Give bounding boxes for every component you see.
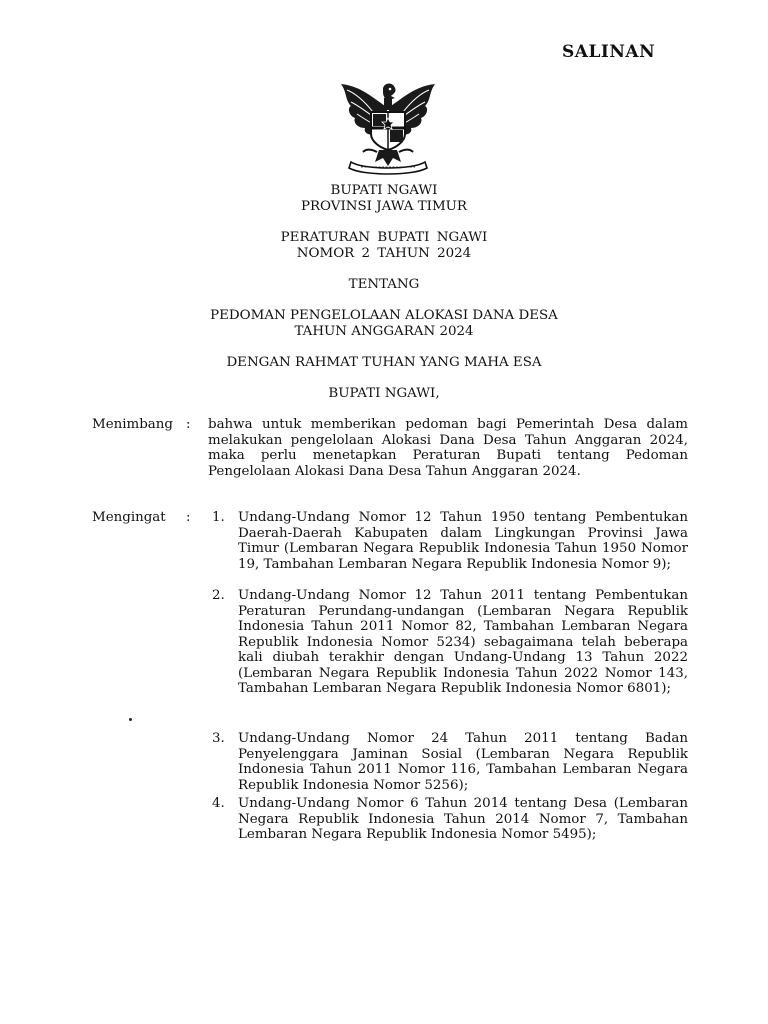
mengingat-item-2-text: Undang-Undang Nomor 12 Tahun 2011 tentang Pembentukan Peraturan Perundang-undangan (Lembaran Negara Republik Indonesia Tahun 2011 Nomor 82, Tambahan Lembaran Negara Republik Indonesia Nomor 5234) sebagaimana telah beberapa kali diubah terakhir dengan Undang-Undang 13 Tahun 2022 (Lembaran Negara Republik Indonesia Tahun 2022 Nomor 143, Tambahan Lembaran Negara Republik Indonesia Nomor 6801);	[238, 588, 688, 696]
official-title: BUPATI NGAWI	[330, 183, 438, 198]
mengingat-item-3-number: 3.	[212, 731, 225, 746]
mengingat-item-1-number: 1.	[212, 510, 225, 525]
issuer: BUPATI NGAWI,	[328, 386, 440, 401]
regulation-number: NOMOR 2 TAHUN 2024	[296, 246, 472, 261]
mengingat-label: Mengingat	[92, 510, 166, 525]
menimbang-text: bahwa untuk memberikan pedoman bagi Pemerintah Desa dalam melakukan pengelolaan Alokasi Dana Desa Tahun Anggaran 2024, maka perlu menetapkan Peraturan Bupati tentang Pedoman Pengelolaan Alokasi Dana Desa Tahun Anggaran 2024.	[208, 417, 688, 479]
mengingat-item-4-number: 4.	[212, 796, 225, 811]
mengingat-colon: :	[186, 510, 191, 525]
subject-line-2: TAHUN ANGGARAN 2024	[294, 324, 474, 339]
mengingat-item-2-number: 2.	[212, 588, 225, 603]
subject-line-1: PEDOMAN PENGELOLAAN ALOKASI DANA DESA	[210, 308, 558, 323]
about-heading: TENTANG	[348, 277, 420, 292]
copy-stamp: SALINAN	[562, 42, 656, 62]
mengingat-item-3-text: Undang-Undang Nomor 24 Tahun 2011 tentang Badan Penyelenggara Jaminan Sosial (Lembaran Negara Republik Indonesia Tahun 2011 Nomor 116, Tambahan Lembaran Negara Republik Indonesia Nomor 5256);	[238, 731, 688, 793]
garuda-emblem-icon	[333, 78, 443, 178]
regulation-title: PERATURAN BUPATI NGAWI	[280, 230, 488, 245]
province-title: PROVINSI JAWA TIMUR	[300, 199, 468, 214]
menimbang-colon: :	[186, 417, 191, 432]
mengingat-item-4-text: Undang-Undang Nomor 6 Tahun 2014 tentang Desa (Lembaran Negara Republik Indonesia Tahun 2014 Nomor 7, Tambahan Lembaran Negara Republik Indonesia Nomor 5495);	[238, 796, 688, 842]
scan-speck	[129, 718, 132, 721]
mengingat-item-1-text: Undang-Undang Nomor 12 Tahun 1950 tentang Pembentukan Daerah-Daerah Kabupaten dalam Lingkungan Provinsi Jawa Timur (Lembaran Negara Republik Indonesia Tahun 1950 Nomor 19, Tambahan Lembaran Negara Republik Indonesia Nomor 9);	[238, 510, 688, 572]
menimbang-label: Menimbang	[92, 417, 173, 432]
invocation: DENGAN RAHMAT TUHAN YANG MAHA ESA	[226, 355, 542, 370]
